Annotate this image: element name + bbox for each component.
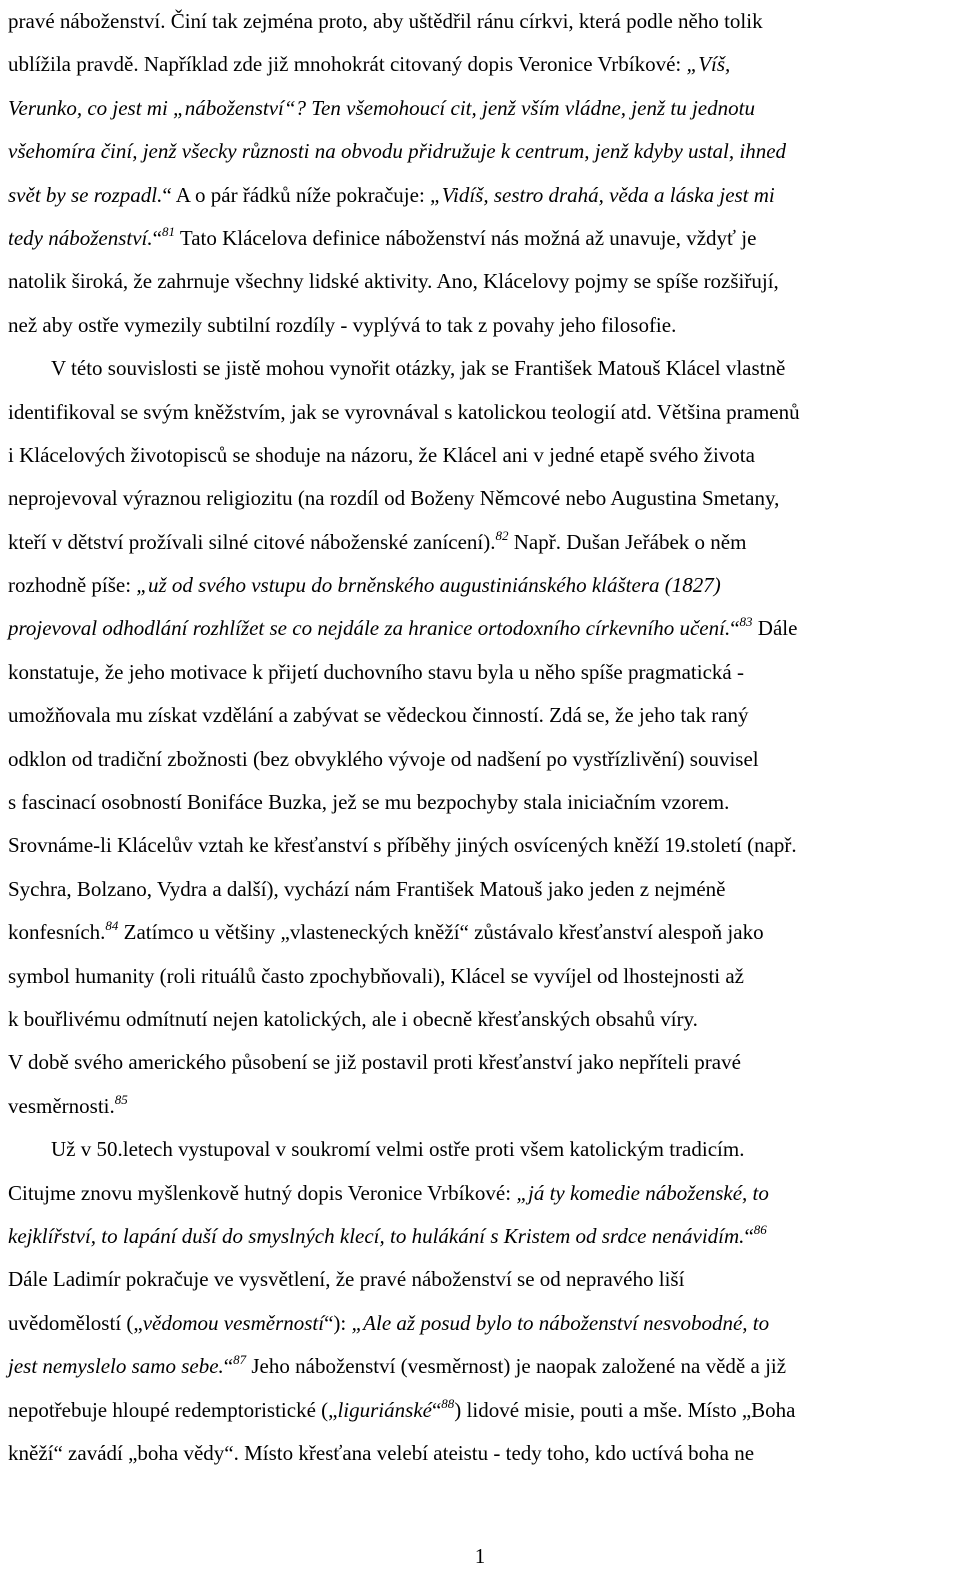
text-run: kněží“ zavádí „boha vědy“. Místo křesťana velebí ateistu - tedy toho, kdo uctívá boha ne bbox=[8, 1440, 755, 1465]
text-line bbox=[8, 868, 726, 911]
text-line bbox=[8, 217, 756, 260]
text-run: Tato Klácelova definice náboženství nás možná až unavuje, vždyť je bbox=[174, 225, 757, 250]
text-run: Srovnáme-li Klácelův vztah ke křesťanství s příběhy jiných osvícených kněží 19.století (např. bbox=[8, 833, 797, 858]
text-run: “ A o pár řádků níže pokračuje: bbox=[162, 182, 431, 207]
footnote-ref: 85 bbox=[114, 1091, 128, 1107]
italic-quote: jest nemyslelo samo sebe. bbox=[8, 1354, 224, 1379]
text-line bbox=[8, 651, 744, 694]
text-line bbox=[8, 1128, 744, 1171]
body-text bbox=[8, 0, 952, 1475]
footnote-ref: 87 bbox=[233, 1352, 247, 1368]
text-run: Sychra, Bolzano, Vydra a další), vychází nám František Matouš jako jeden z nejméně bbox=[8, 876, 726, 901]
text-run: symbol humanity (roli rituálů často zpochybňovali), Klácel se vyvíjel od lhostejnosti až bbox=[8, 963, 745, 988]
footnote-ref: 86 bbox=[753, 1221, 767, 1237]
italic-quote: tedy náboženství. bbox=[8, 225, 153, 250]
footnote-ref: 81 bbox=[161, 223, 175, 239]
text-run: než aby ostře vymezily subtilní rozdíly - vyplývá to tak z povahy jeho filosofie. bbox=[8, 312, 677, 337]
page-number: 1 bbox=[474, 1544, 486, 1568]
text-run: konfesních. bbox=[8, 920, 106, 945]
text-run: V této souvislosti se jistě mohou vynořit otázky, jak se František Matouš Klácel vlastně bbox=[51, 356, 786, 381]
text-run: Jeho náboženství (vesměrnost) je naopak založené na vědě a již bbox=[246, 1354, 787, 1379]
text-line bbox=[8, 1302, 769, 1345]
text-line bbox=[8, 87, 755, 130]
text-line bbox=[8, 998, 698, 1041]
text-line bbox=[8, 781, 729, 824]
text-run: kteří v dětství prožívali silné citové náboženské zanícení). bbox=[8, 529, 496, 554]
text-line bbox=[8, 0, 763, 43]
text-run: s fascinací osobností Bonifáce Buzka, jež se mu bezpochyby stala iniciačním vzorem. bbox=[8, 790, 730, 815]
text-run: natolik široká, že zahrnuje všechny lidské aktivity. Ano, Klácelovy pojmy se spíše rozšiřují, bbox=[8, 269, 779, 294]
text-line bbox=[8, 955, 744, 998]
text-line bbox=[8, 304, 676, 347]
text-line bbox=[8, 174, 775, 217]
text-line bbox=[8, 1085, 128, 1128]
text-line bbox=[8, 738, 759, 781]
italic-quote: svět by se rozpadl. bbox=[8, 182, 163, 207]
text-run: nepotřebuje hloupé redemptoristické („ bbox=[8, 1397, 338, 1422]
text-run: k bouřlivému odmítnutí nejen katolických, ale i obecně křesťanských obsahů víry. bbox=[8, 1006, 698, 1031]
text-run: ) lidové misie, pouti a mše. Místo „Boha bbox=[454, 1397, 796, 1422]
italic-quote: „Víš, bbox=[686, 52, 731, 77]
text-run: neprojevoval výraznou religiozitu (na rozdíl od Boženy Němcové nebo Augustina Smetany, bbox=[8, 486, 780, 511]
text-run: Zatímco u většiny „vlasteneckých kněží“ zůstávalo křesťanství alespoň jako bbox=[118, 920, 764, 945]
text-run: Citujme znovu myšlenkově hutný dopis Veronice Vrbíkové: bbox=[8, 1180, 517, 1205]
footnote-ref: 82 bbox=[495, 527, 509, 543]
text-run: pravé náboženství. Činí tak zejména proto, aby uštědřil ránu církvi, která podle něho tolik bbox=[8, 9, 763, 33]
text-line bbox=[8, 1389, 796, 1432]
text-run: “ bbox=[223, 1354, 234, 1379]
italic-quote: „já ty komedie náboženské, to bbox=[516, 1180, 769, 1205]
text-run: “ bbox=[152, 225, 162, 250]
text-line bbox=[8, 260, 779, 303]
italic-quote: „Ale až posud bylo to náboženství nesvobodné, to bbox=[351, 1310, 770, 1335]
text-line bbox=[8, 694, 749, 737]
text-line bbox=[8, 521, 746, 564]
italic-quote: „Vidíš, sestro drahá, věda a láska jest mi bbox=[430, 182, 775, 207]
text-run: V době svého amerického působení se již postavil proti křesťanství jako nepříteli pravé bbox=[8, 1050, 741, 1075]
italic-quote: všehomíra činí, jenž všecky různosti na obvodu přidružuje k centrum, jenž kdyby ustal, ihned bbox=[8, 139, 787, 164]
text-run: Např. Dušan Jeřábek o něm bbox=[508, 529, 747, 554]
text-line bbox=[8, 1041, 741, 1084]
text-line bbox=[8, 607, 797, 650]
italic-quote: vědomou vesměrností bbox=[142, 1310, 325, 1335]
text-run: Dále Ladimír pokračuje ve vysvětlení, že pravé náboženství se od nepravého liší bbox=[8, 1267, 685, 1292]
text-run: “ bbox=[730, 616, 740, 641]
text-line bbox=[8, 1172, 769, 1215]
text-run: odklon od tradiční zbožnosti (bez obvyklého vývoje od nadšení po vystřízlivění) souvisel bbox=[8, 746, 759, 771]
text-run: uvědomělostí („ bbox=[8, 1310, 143, 1335]
text-run: umožňovala mu získat vzdělání a zabývat se vědeckou činností. Zdá se, že jeho tak raný bbox=[8, 703, 749, 728]
text-line bbox=[8, 564, 721, 607]
text-run: “ bbox=[431, 1397, 442, 1422]
text-run: “ bbox=[744, 1223, 754, 1248]
text-line bbox=[8, 347, 785, 390]
text-run: vesměrnosti. bbox=[8, 1093, 115, 1118]
text-run: Dále bbox=[752, 616, 798, 641]
text-line bbox=[8, 1432, 754, 1475]
text-run: i Klácelových životopisců se shoduje na názoru, že Klácel ani v jedné etapě svého života bbox=[8, 442, 755, 467]
text-line bbox=[8, 1258, 684, 1301]
text-run: rozhodně píše: bbox=[8, 573, 137, 598]
text-line bbox=[8, 43, 730, 86]
text-run: identifikoval se svým kněžstvím, jak se vyrovnával s katolickou teologií atd. Většina pramenů bbox=[8, 399, 800, 424]
text-run: konstatuje, že jeho motivace k přijetí duchovního stavu byla u něho spíše pragmatická - bbox=[8, 659, 744, 684]
text-line bbox=[8, 434, 755, 477]
document-page bbox=[8, 0, 952, 1475]
text-line bbox=[8, 1215, 767, 1258]
italic-quote: kejklířství, to lapání duší do smyslných klecí, to hulákání s Kristem od srdce nenávidím. bbox=[8, 1223, 745, 1248]
italic-quote: liguriánské bbox=[337, 1397, 432, 1422]
italic-quote: „už od svého vstupu do brněnského augustiniánského kláštera (1827) bbox=[136, 573, 721, 598]
italic-quote: Verunko, co jest mi „náboženství“? Ten všemohoucí cit, jenž vším vládne, jenž tu jednotu bbox=[8, 95, 755, 120]
footnote-ref: 84 bbox=[105, 918, 119, 934]
text-line bbox=[8, 824, 797, 867]
text-line bbox=[8, 911, 764, 954]
text-run: “): bbox=[324, 1310, 352, 1335]
text-line bbox=[8, 391, 800, 434]
text-line bbox=[8, 1345, 786, 1388]
text-run: Už v 50.letech vystupoval v soukromí velmi ostře proti všem katolickým tradicím. bbox=[51, 1137, 745, 1162]
italic-quote: projevoval odhodlání rozhlížet se co nejdále za hranice ortodoxního církevního učení. bbox=[8, 616, 731, 641]
text-run: ublížila pravdě. Například zde již mnohokrát citovaný dopis Veronice Vrbíkové: bbox=[8, 52, 687, 77]
text-line bbox=[8, 130, 786, 173]
text-line bbox=[8, 477, 779, 520]
footnote-ref: 83 bbox=[739, 614, 753, 630]
footnote-ref: 88 bbox=[441, 1395, 455, 1411]
